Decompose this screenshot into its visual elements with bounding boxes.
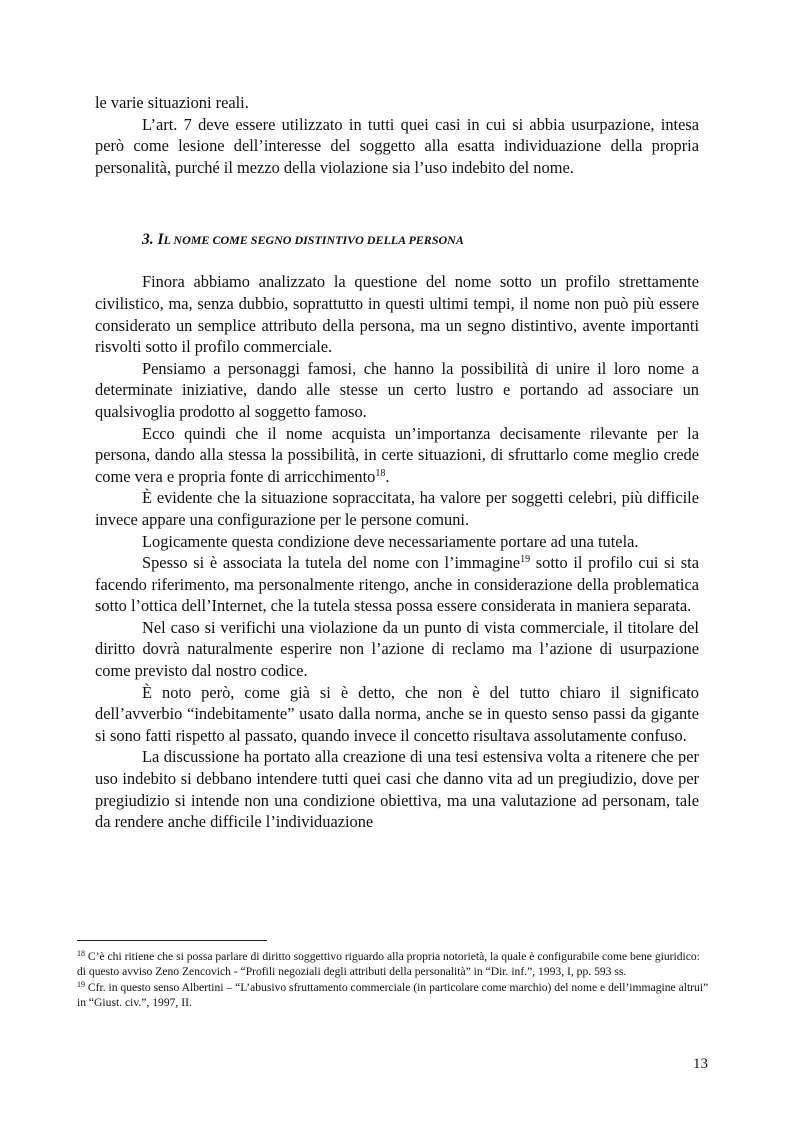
paragraph-nel-caso: Nel caso si verifichi una violazione da un punto di vista commerciale, il titolare del diritto dovrà naturalmente esperire non l’azione di reclamo ma l’azione di usurpazione come previsto dal nostro codice. bbox=[95, 617, 699, 681]
paragraph-pensiamo: Pensiamo a personaggi famosi, che hanno la possibilità di unire il loro nome a determinate iniziative, dando alle stesse un certo lustro e portando ad associare un qualsivoglia prodotto al soggetto famoso. bbox=[95, 358, 699, 421]
section-heading bbox=[142, 231, 699, 249]
paragraph-evidente: È evidente che la situazione sopraccitata, ha valore per soggetti celebri, più difficile invece appare una configurazione per le persone comuni. bbox=[95, 488, 699, 529]
heading-number: 3. I bbox=[142, 231, 164, 249]
footnote-text: C’è chi ritiene che si possa parlare di diritto soggettivo riguardo alla propria notorietà, la quale è configurabile come bene giuridico: di questo avviso Zeno Zencovich - “Profili negoziali degli attributi della personalità” in “Dir. inf.”, 1993, I, pp. 593 ss. bbox=[77, 950, 700, 979]
paragraph-art7: L’art. 7 deve essere utilizzato in tutti quei casi in cui si abbia usurpazione, intesa però come lesione dell’interesse del soggetto alla esatta individuazione della propria personalità, purché il mezzo della violazione sia l’uso indebito del nome. bbox=[95, 114, 699, 177]
footnote-text: Cfr. in questo senso Albertini – “L’abusivo sfruttamento commerciale (in particolare come marchio) del nome e dell’immagine altrui” in “Giust. civ.”, 1997, II. bbox=[77, 980, 709, 1009]
footnote-18 bbox=[77, 949, 709, 980]
paragraph-ecco bbox=[95, 423, 699, 488]
page-body bbox=[95, 92, 699, 833]
paragraph-finora: Finora abbiamo analizzato la questione del nome sotto un profilo strettamente civilistico, ma, senza dubbio, soprattutto in questi ultimi tempi, il nome non può più essere considerato un semplice attributo della persona, ma un segno distintivo, avente importanti risvolti sotto il profilo commerciale. bbox=[95, 272, 699, 357]
paragraph-spesso-a: Spesso si è associata la tutela del nome con l’immagine bbox=[142, 553, 521, 573]
heading-title: L NOME COME SEGNO DISTINTIVO DELLA PERSONA bbox=[163, 233, 464, 248]
footnote-19 bbox=[77, 980, 709, 1011]
page-number: 13 bbox=[693, 1056, 708, 1072]
paragraph-ecco-text: Ecco quindi che il nome acquista un’importanza decisamente rilevante per la persona, dando alla stessa la possibilità, in certe situazioni, di sfruttarlo come meglio crede come vera e propria fonte di arricchimento bbox=[95, 423, 699, 486]
paragraph-spesso bbox=[95, 552, 699, 617]
footnote-number: 19 bbox=[77, 979, 85, 989]
paragraph-continuation: le varie situazioni reali. bbox=[95, 93, 249, 112]
paragraph-logicamente: Logicamente questa condizione deve necessariamente portare ad una tutela. bbox=[142, 531, 639, 551]
paragraph-discussione: La discussione ha portato alla creazione di una tesi estensiva volta a ritenere che per uso indebito si debbano intendere tutti quei casi che danno vita ad un pregiudizio, dove per pregiudizio si intende non una condizione obiettiva, ma una valutazione ad personam, tale da rendere anche difficile l’individuazione bbox=[95, 747, 699, 832]
footnote-ref-19[interactable]: 19 bbox=[520, 554, 531, 566]
paragraph-ecco-end: . bbox=[385, 466, 390, 486]
paragraph-noto: È noto però, come già si è detto, che non è del tutto chiaro il significato dell’avverbio “indebitamente” usato dalla norma, anche se in questo senso passi da gigante si sono fatti rispetto al passato, quando invece il concetto risultava assolutamente confuso. bbox=[95, 682, 699, 745]
footnote-ref-18[interactable]: 18 bbox=[375, 467, 386, 479]
footnotes bbox=[77, 949, 709, 1010]
footnote-number: 18 bbox=[77, 949, 85, 958]
footnote-separator bbox=[77, 940, 267, 941]
paragraph-spesso-b: sotto il profilo cui si sta facendo riferimento, ma personalmente ritengo, anche in considerazione della problematica sotto l’ottica dell’Internet, che la tutela stessa possa essere considerata in maniera separata. bbox=[95, 553, 699, 616]
